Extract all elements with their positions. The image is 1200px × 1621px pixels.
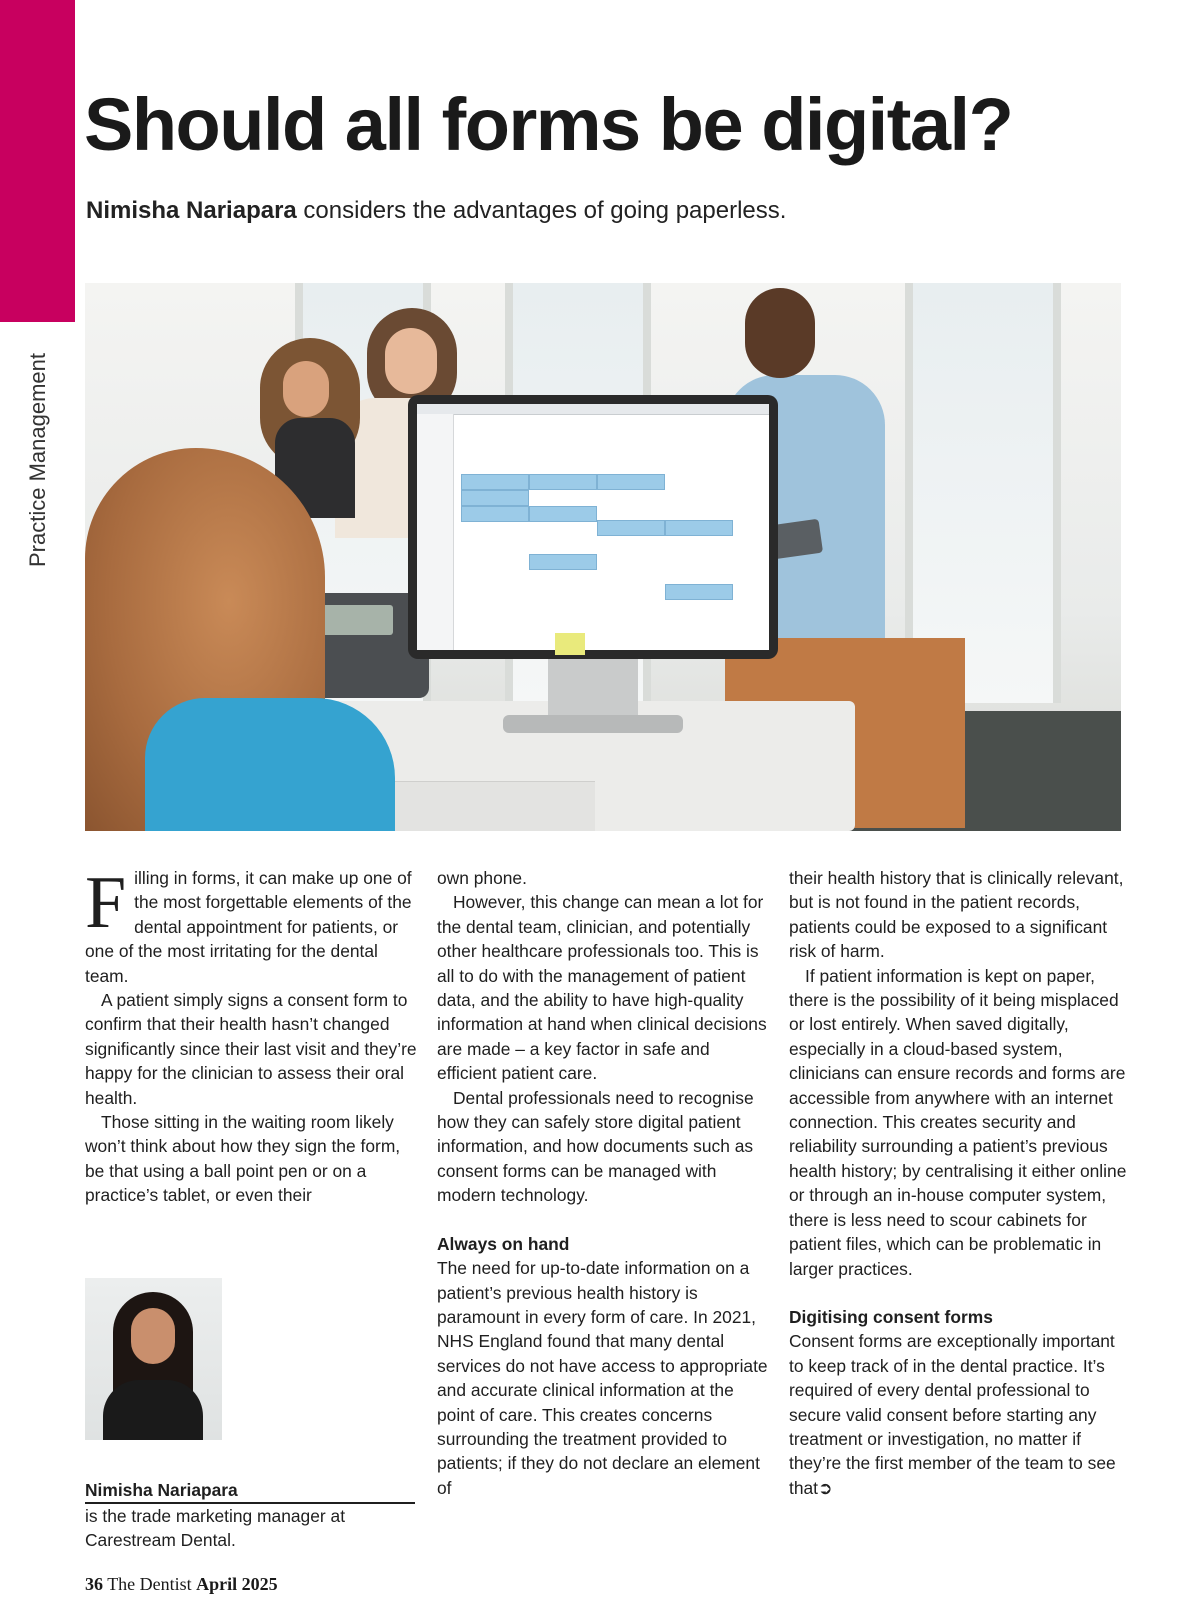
- screen-toolbar: [417, 404, 769, 415]
- article-paragraph: The need for up-to-date information on a patient’s previous health history is paramount in every form of care. In 2021, NHS England found that many dental services do not have access to appropriate and accurate clinical information at the point of care. This creates concerns surrounding the treatment provided to patients; if they do not declare an element of: [437, 1258, 768, 1498]
- article-paragraph: Those sitting in the waiting room likely won’t think about how they sign the form, be that using a ball point pen or on a practice’s tablet, or even their: [85, 1112, 401, 1206]
- standfirst-author: Nimisha Nariapara: [86, 197, 297, 224]
- article-column-2: [437, 866, 773, 1500]
- article-paragraph: Dental professionals need to recognise how they can safely store digital patient information, and how documents such as consent forms can be managed with modern technology.: [437, 1087, 754, 1206]
- spacer: [789, 1281, 1129, 1305]
- article-paragraph: [85, 862, 421, 988]
- calendar-appointment: [665, 584, 733, 600]
- drop-cap: F: [85, 862, 127, 944]
- issue-date: April 2025: [196, 1574, 278, 1594]
- computer-monitor: [408, 395, 778, 659]
- article-paragraph: However, this change can mean a lot for the dental team, clinician, and potentially other healthcare professionals too. This is all to do with the management of patient data, and the ability to have high-quality information at hand when clinical decisions are made – a key factor in safe and efficient patient care.: [437, 892, 767, 1084]
- calendar-appointment: [665, 520, 733, 536]
- article-paragraph: A patient simply signs a consent form to confirm that their health hasn’t changed significantly since their last visit and they’re happy for the clinician to assess their oral health.: [85, 990, 417, 1108]
- monitor-foot: [503, 715, 683, 733]
- article-headline: Should all forms be digital?: [84, 83, 1013, 166]
- subheading-digitising-consent-forms: Digitising consent forms: [789, 1306, 993, 1327]
- article-paragraph: own phone.: [437, 868, 527, 888]
- paragraph-text: illing in forms, it can make up one of the most forgettable elements of the dental appointment for patients, or one of the most irritating for the dental team.: [85, 868, 412, 986]
- article-standfirst: [86, 197, 786, 225]
- page-number: 36: [85, 1574, 103, 1594]
- child-face: [283, 361, 329, 417]
- standfirst-text: considers the advantages of going paperless.: [296, 197, 787, 224]
- screen-sidebar: [417, 414, 454, 650]
- desk-phone-screen: [313, 605, 393, 635]
- author-name: Nimisha Nariapara: [85, 1480, 415, 1504]
- page-folio: [85, 1574, 278, 1595]
- man-head: [745, 288, 815, 378]
- paragraph-text: Consent forms are exceptionally important to keep track of in the dental practice. It’s required of every dental professional to secure valid consent before starting any treatment or investigation, no matter if they’re the first member of the team to see that: [789, 1331, 1116, 1498]
- continue-arrow-icon: ➲: [818, 1477, 833, 1498]
- author-photo: [85, 1278, 222, 1440]
- monitor-screen: [417, 404, 769, 650]
- article-column-3: [789, 866, 1129, 1500]
- receptionist-shirt: [145, 698, 395, 831]
- subheading-always-on-hand: Always on hand: [437, 1233, 570, 1254]
- article-paragraph: their health history that is clinically relevant, but is not found in the patient records, patients could be exposed to a significant risk of harm.: [789, 868, 1124, 962]
- author-bio: is the trade marketing manager at Carestream Dental.: [85, 1506, 346, 1551]
- mother-face: [385, 328, 437, 394]
- article-paragraph: If patient information is kept on paper, there is the possibility of it being misplaced or lost entirely. When saved digitally, especially in a cloud-based system, clinicians can ensure records and forms are accessible from anywhere with an internet connection. This creates security and reliability surrounding a patient’s previous health history; by centralising it either online or through an in-house computer system, there is less need to scour cabinets for patient files, which can be problematic in larger practices.: [789, 965, 1127, 1279]
- calendar-appointment: [597, 520, 665, 536]
- author-body: [103, 1380, 203, 1440]
- publication-name: The Dentist: [107, 1574, 192, 1594]
- article-paragraph: [789, 1329, 1129, 1500]
- calendar-appointment: [529, 474, 597, 490]
- section-color-bar: [0, 0, 75, 322]
- section-label-text: Practice Management: [25, 353, 50, 567]
- calendar-appointment: [529, 506, 597, 522]
- calendar-appointment: [597, 474, 665, 490]
- article-column-1: [85, 862, 421, 1208]
- calendar-appointment: [461, 506, 529, 522]
- author-face: [131, 1308, 175, 1364]
- hero-photo: [85, 283, 1121, 831]
- calendar-appointment: [529, 554, 597, 570]
- calendar-appointment: [461, 474, 529, 490]
- sticky-note: [555, 633, 585, 655]
- calendar-appointment: [461, 490, 529, 506]
- spacer: [437, 1208, 773, 1232]
- section-label: [20, 340, 56, 580]
